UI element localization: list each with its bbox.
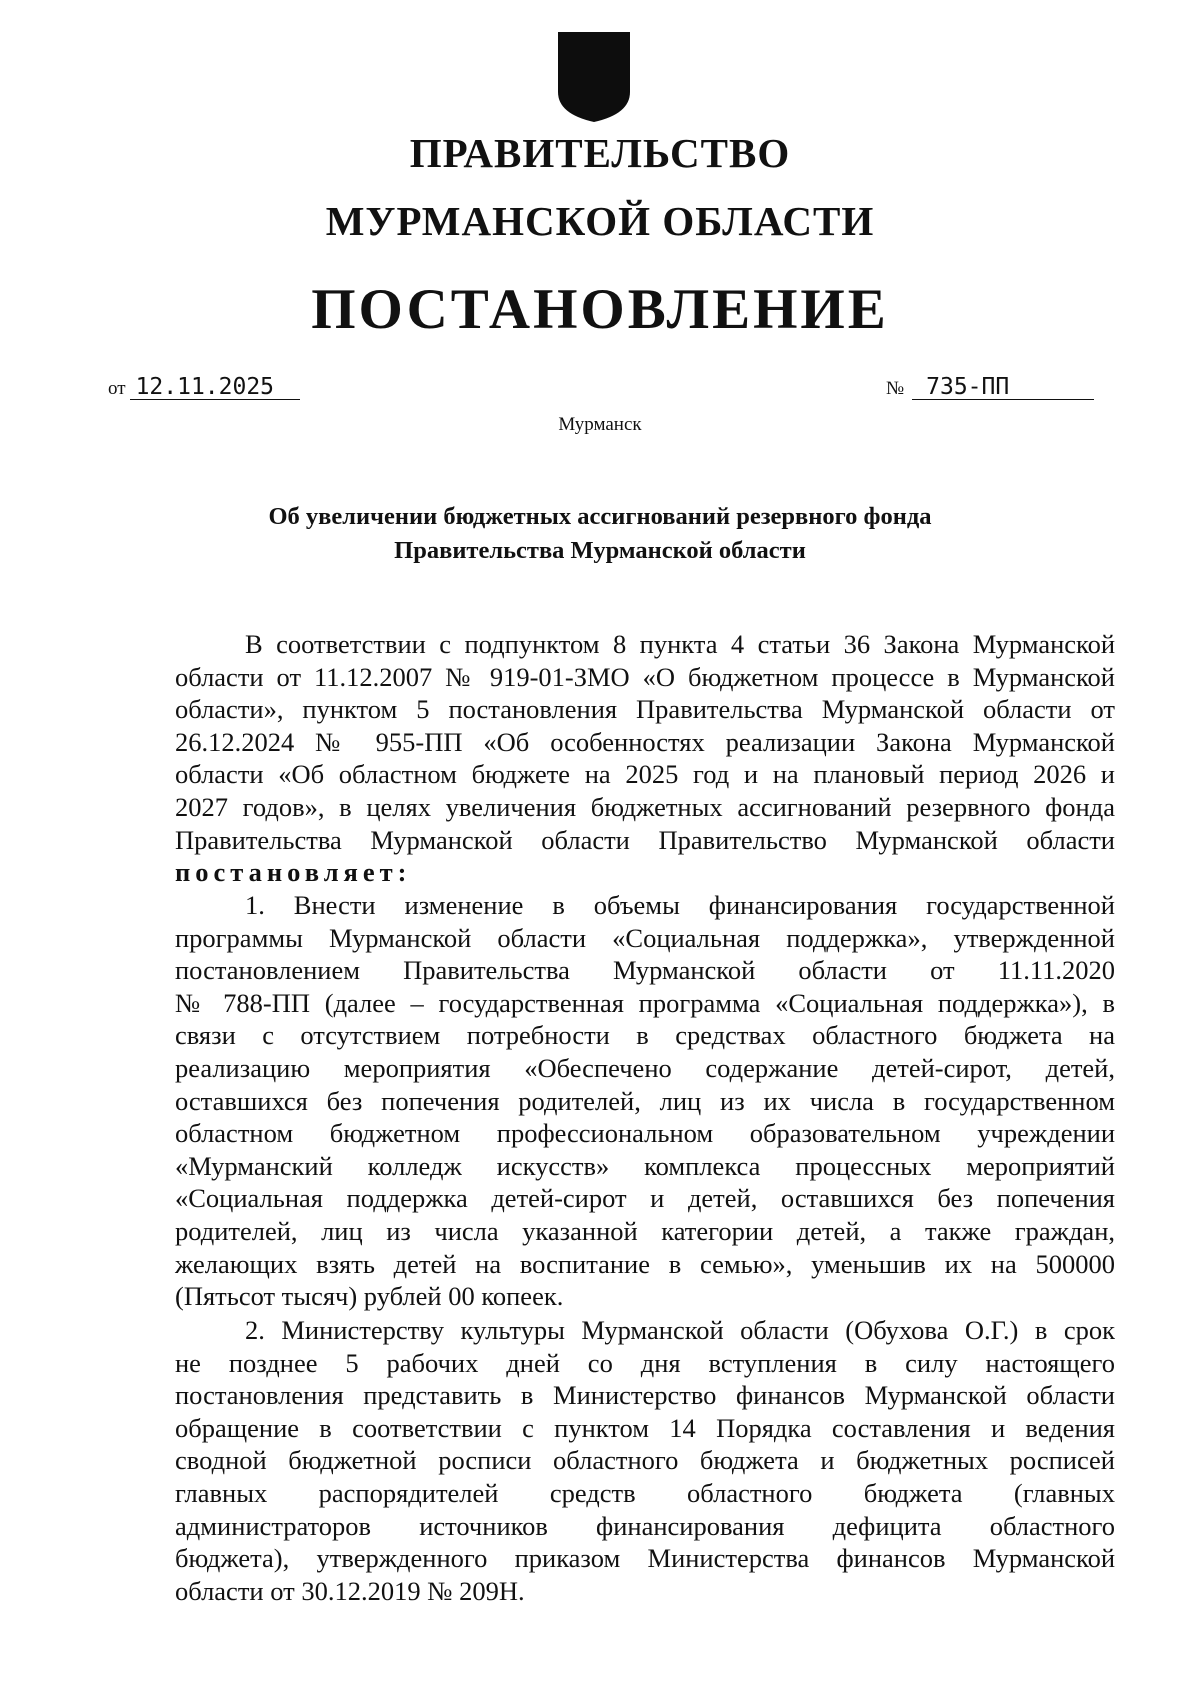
text-line: обращение в соответствии с пунктом 14 Порядка составления и ведения — [175, 1412, 1115, 1443]
text-line: не позднее 5 рабочих дней со дня вступления в силу настоящего — [175, 1347, 1115, 1378]
text-line: администраторов источников финансирования дефицита областного — [175, 1510, 1115, 1541]
date-field — [108, 375, 300, 400]
text-line: области от 30.12.2019 № 209Н. — [175, 1575, 525, 1606]
text-line: «Социальная поддержка детей-сирот и детей, оставшихся без попечения — [175, 1183, 1115, 1214]
text-line: 1. Внести изменение в объемы финансирования государственной — [245, 890, 1115, 920]
text-line: программы Мурманской области «Социальная поддержка», утвержденной — [175, 922, 1115, 953]
text-line: родителей, лиц из числа указанной категории детей, а также граждан, — [175, 1215, 1115, 1246]
text-line: (Пятьсот тысяч) рублей 00 копеек. — [175, 1281, 564, 1312]
text-line: бюджета), утвержденного приказом Министерства финансов Мурманской — [175, 1543, 1115, 1574]
item-1-paragraph — [175, 889, 1115, 1313]
text-line: сводной бюджетной росписи областного бюджета и бюджетных росписей — [175, 1445, 1115, 1476]
number-label: № — [886, 378, 905, 399]
text-line: № 788-ПП (далее – государственная программа «Социальная поддержка»), в — [175, 987, 1115, 1018]
text-line: связи с отсутствием потребности в средствах областного бюджета на — [175, 1020, 1115, 1051]
authority-line-1: ПРАВИТЕЛЬСТВО — [409, 130, 791, 176]
number-value: 735-ПП — [912, 375, 1094, 400]
text-line: областном бюджетном профессиональном образовательном учреждении — [175, 1118, 1115, 1149]
city: Мурманск — [558, 414, 642, 435]
document-type: ПОСТАНОВЛЕНИЕ — [311, 278, 889, 341]
coat-of-arms-icon — [556, 30, 632, 124]
text-line: главных распорядителей средств областного бюджета (главных — [175, 1477, 1115, 1508]
text-line: реализацию мероприятия «Обеспечено содержание детей-сирот, детей, — [175, 1052, 1115, 1083]
date-value: 12.11.2025 — [130, 375, 300, 400]
title-line: Об увеличении бюджетных ассигнований резервного фонда — [268, 503, 932, 530]
text-line: 2027 годов», в целях увеличения бюджетных ассигнований резервного фонда — [175, 791, 1115, 822]
title-line: Правительства Мурманской области — [394, 537, 806, 564]
item-2-paragraph — [175, 1314, 1115, 1607]
text-line: «Мурманский колледж искусств» комплекса процессных мероприятий — [175, 1150, 1115, 1181]
text-line: области от 11.12.2007 № 919-01-ЗМО «О бюджетном процессе в Мурманской — [175, 661, 1115, 692]
text-line: области «Об областном бюджете на 2025 год и на плановый период 2026 и — [175, 759, 1115, 790]
text-line: желающих взять детей на воспитание в семью», уменьшив их на 500000 — [175, 1248, 1115, 1279]
number-field — [886, 375, 1094, 400]
text-line: постановлением Правительства Мурманской области от 11.11.2020 — [175, 955, 1115, 986]
text-line: постановления представить в Министерство финансов Мурманской области — [175, 1380, 1115, 1411]
authority-line-2: МУРМАНСКОЙ ОБЛАСТИ — [325, 198, 875, 244]
date-label: от — [108, 378, 126, 399]
text-line: 2. Министерству культуры Мурманской области (Обухова О.Г.) в срок — [245, 1315, 1115, 1345]
resolves-word: постановляет: — [175, 857, 412, 888]
preamble-paragraph — [175, 628, 1115, 889]
text-line: В соответствии с подпунктом 8 пункта 4 статьи 36 Закона Мурманской — [245, 629, 1115, 659]
text-line: оставшихся без попечения родителей, лиц из их числа в государственном — [175, 1085, 1115, 1116]
text-line: 26.12.2024 № 955-ПП «Об особенностях реализации Закона Мурманской — [175, 726, 1115, 757]
text-line: области», пунктом 5 постановления Правительства Мурманской области от — [175, 694, 1115, 725]
text-line: Правительства Мурманской области Правительство Мурманской области — [175, 824, 1115, 855]
document-title — [0, 500, 1200, 568]
